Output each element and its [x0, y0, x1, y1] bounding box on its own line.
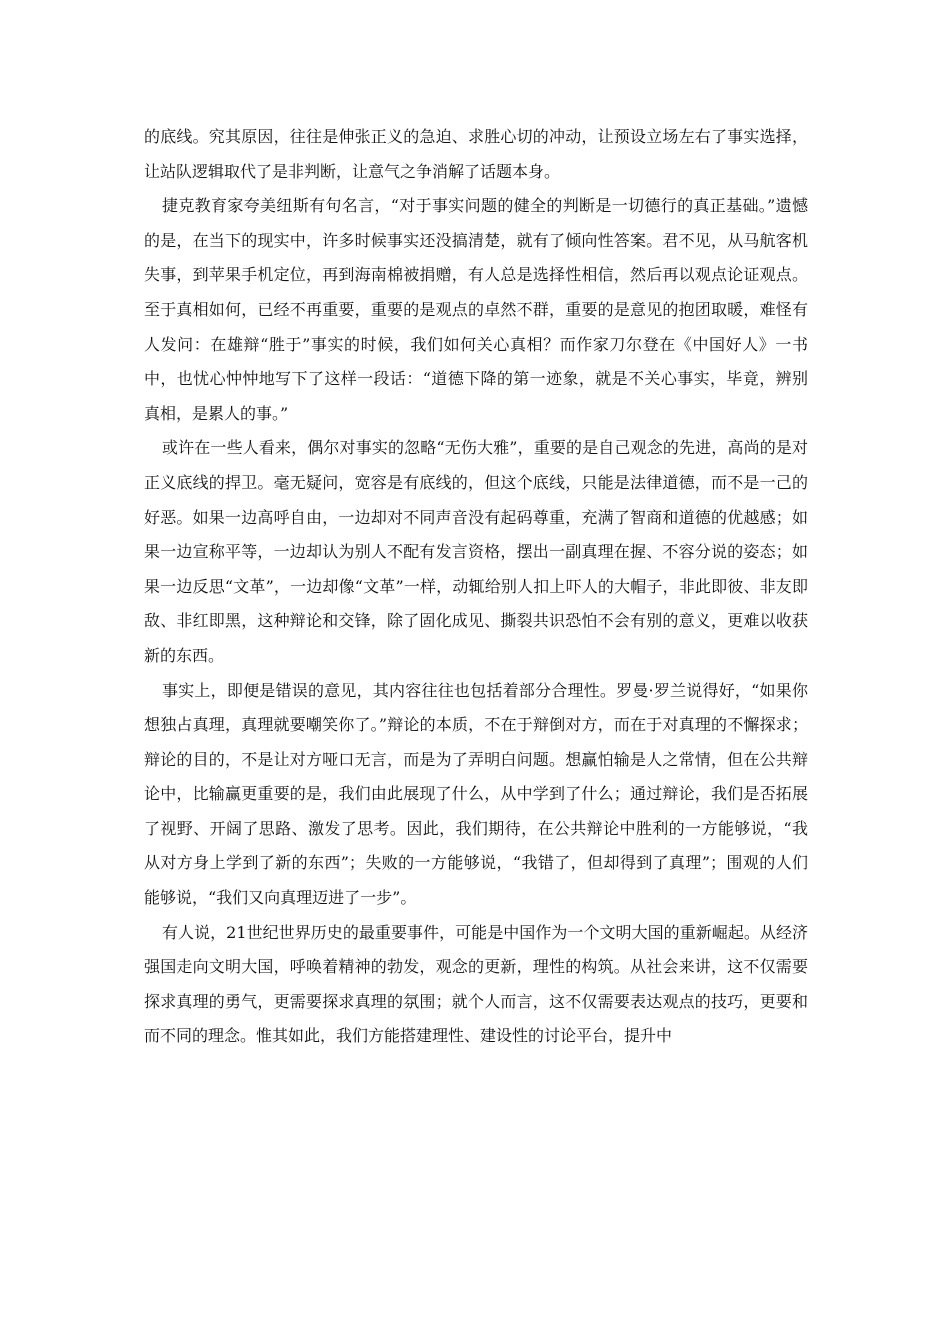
- paragraph-continuation: 的底线。究其原因，往往是伸张正义的急迫、求胜心切的冲动，让预设立场左右了事实选择，让站队逻辑取代了是非判断，让意气之争消解了话题本身。: [144, 127, 808, 181]
- paragraph-purpose-of-debate: 事实上，即便是错误的意见，其内容往往也包括着部分合理性。罗曼·罗兰说得好，“如果你想独占真理，真理就要嘲笑你了。”辩论的本质，不在于辩倒对方，而在于对真理的不懈探求；辩论的目的，不是让对方哑口无言，而是为了弄明白问题。想赢怕输是人之常情，但在公共辩论中，比输赢更重要的是，我们由此展现了什么，从中学到了什么；通过辩论，我们是否拓展了视野、开阔了思路、激发了思考。因此，我们期待，在公共辩论中胜利的一方能够说，“我从对方身上学到了新的东西”；失败的一方能够说，“我错了，但却得到了真理”；围观的人们能够说，“我们又向真理迈进了一步”。: [144, 680, 808, 908]
- paragraph-comenius-quote: 捷克教育家夸美纽斯有句名言，“对于事实问题的健全的判断是一切德行的真正基础。”遗憾的是，在当下的现实中，许多时候事实还没搞清楚，就有了倾向性答案。君不见，从马航客机失事，到苹果手机定位，再到海南棉被捐赠，有人总是选择性相信，然后再以观点论证观点。至于真相如何，已经不再重要，重要的是观点的卓然不群，重要的是意见的抱团取暖，难怪有人发问：在雄辩“胜于”事实的时候，我们如何关心真相？而作家刀尔登在《中国好人》一书中，也忧心忡忡地写下了这样一段话：“道德下降的第一迹象，就是不关心事实，毕竟，辨别真相，是累人的事。”: [144, 196, 808, 423]
- article-body: [144, 120, 808, 1054]
- paragraph-civilization-rise: 有人说，21世纪世界历史的最重要事件，可能是中国作为一个文明大国的重新崛起。从经济强国走向文明大国，呼唤着精神的勃发，观念的更新，理性的构筑。从社会来讲，这不仅需要探求真理的勇气，更需要探求真理的氛围；就个人而言，这不仅需要表达观点的技巧，更要和而不同的理念。惟其如此，我们方能搭建理性、建设性的讨论平台，提升中: [144, 922, 808, 1046]
- paragraph-tolerance-bottom-line: 或许在一些人看来，偶尔对事实的忽略“无伤大雅”，重要的是自己观念的先进，高尚的是对正义底线的捍卫。毫无疑问，宽容是有底线的，但这个底线，只能是法律道德，而不是一己的好恶。如果一边高呼自由，一边却对不同声音没有起码尊重，充满了智商和道德的优越感；如果一边宣称平等，一边却认为别人不配有发言资格，摆出一副真理在握、不容分说的姿态；如果一边反思“文革”，一边却像“文革”一样，动辄给别人扣上吓人的大帽子，非此即彼、非友即敌、非红即黑，这种辩论和交锋，除了固化成见、撕裂共识恐怕不会有别的意义，更难以收获新的东西。: [144, 438, 808, 665]
